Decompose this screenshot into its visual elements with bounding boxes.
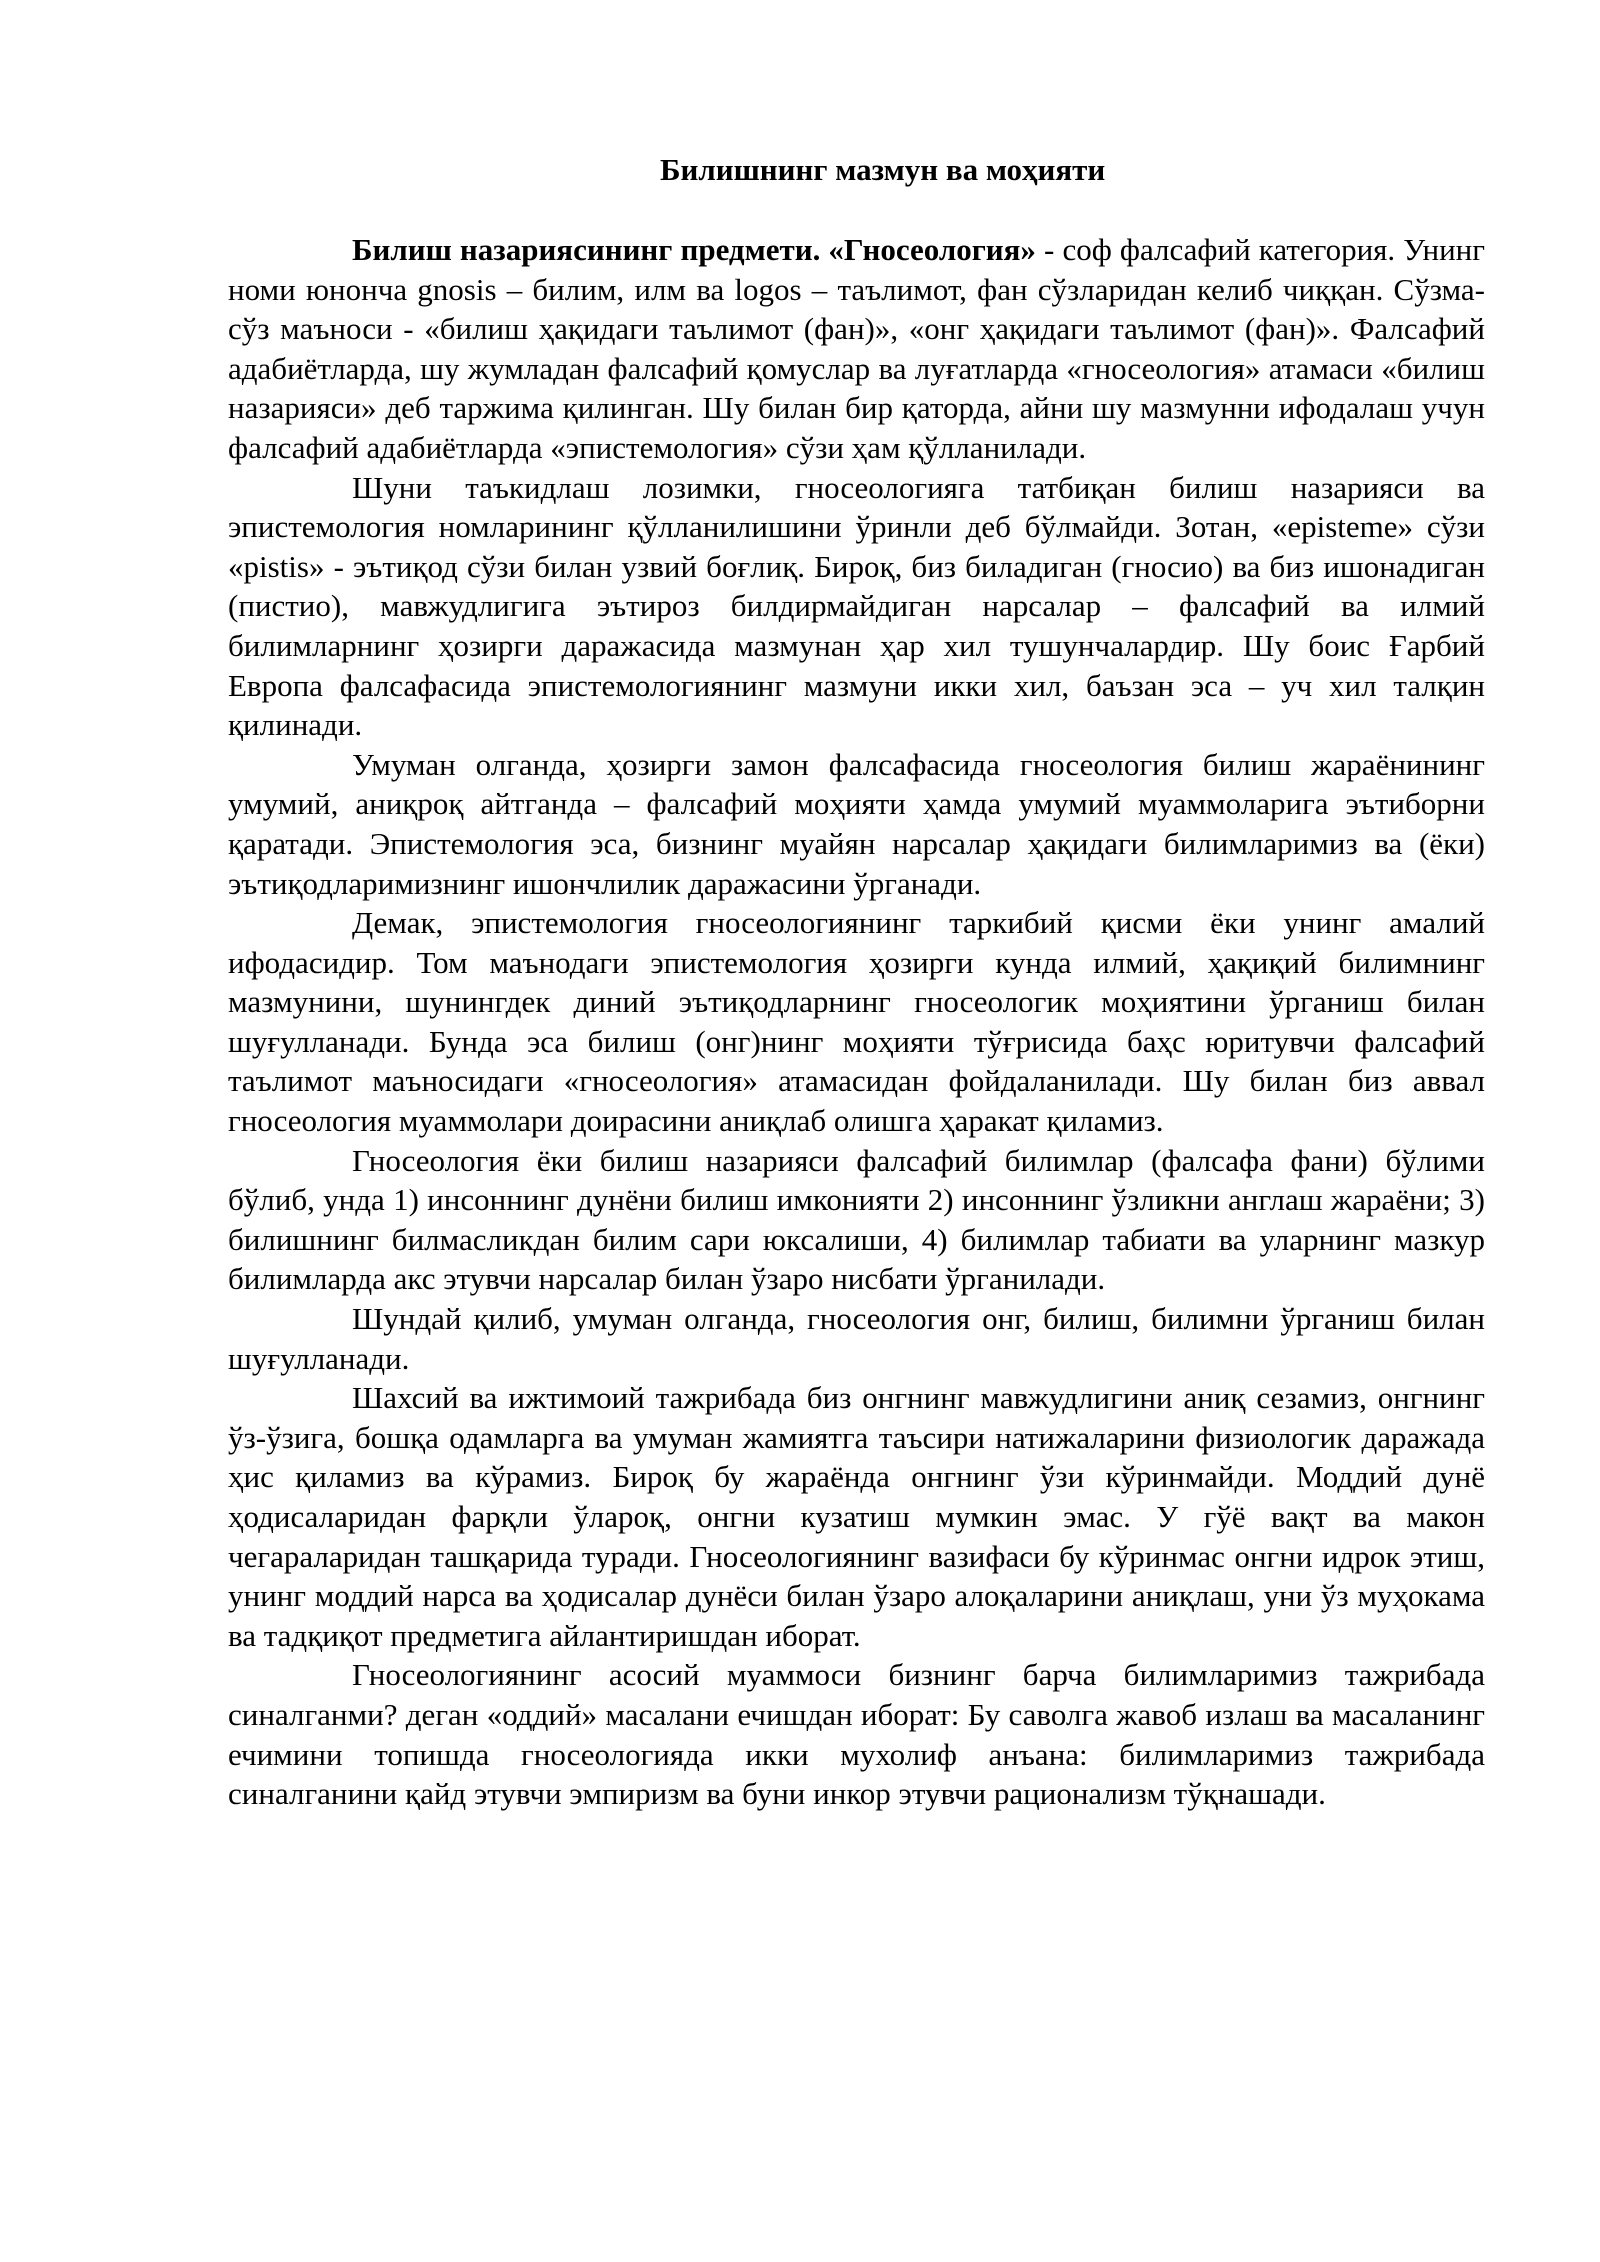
paragraph-2: Шуни таъкидлаш лозимки, гносеологияга татбиқан билиш назарияси ва эпистемология номларининг қўлланилишини ўринли деб бўлмайди. Зотан, «episteme» сўзи «pistis» - эътиқод сўзи билан узвий боғлиқ. Бироқ, биз биладиган (гносио) ва биз ишонадиган (пистио), мавжудлигига эътироз билдирмайдиган нарсалар – фалсафий ва илмий билимларнинг ҳозирги даражасида мазмунан ҳар хил тушунчалардир. Шу боис Ғарбий Европа фалсафасида эпистемологиянинг мазмуни икки хил, баъзан эса – уч хил талқин қилинади. [228, 469, 1485, 743]
document-title: Билишнинг мазмун ва моҳияти [660, 152, 1106, 187]
paragraph-6: Шундай қилиб, умуман олганда, гносеология онг, билиш, билимни ўрганиш билан шуғулланади. [228, 1301, 1485, 1376]
paragraph-8: Гносеологиянинг асосий муаммоси бизнинг барча билимларимиз тажрибада синалганми? деган «оддий» масалани ечишдан иборат: Бу саволга жавоб излаш ва масаланинг ечимини топишда гносеологияда икки мухолиф анъана: билимларимиз тажрибада синалганини қайд этувчи эмпиризм ва буни инкор этувчи рационализм тўқнашади. [228, 1657, 1485, 1812]
intro-bold-lead: Билиш назариясининг предмети. «Гносеология» [352, 232, 1036, 267]
paragraph-4: Демак, эпистемология гносеологиянинг таркибий қисми ёки унинг амалий ифодасидир. Том маънодаги эпистемология ҳозирги кунда илмий, ҳақиқий билимнинг мазмунини, шунингдек диний эътиқодларнинг гносеологик моҳиятини ўрганиш билан шуғулланади. Бунда эса билиш (онг)нинг моҳияти тўғрисида баҳс юритувчи фалсафий таълимот маъносидаги «гносеология» атамасидан фойдаланилади. Шу билан биз аввал гносеология муаммолари доирасини аниқлаб олишга ҳаракат қиламиз. [228, 905, 1485, 1139]
intro-text: - соф фалсафий категория. Унинг номи юнонча gnosis – билим, илм ва logos – таълимот, фан сўзларидан келиб чиққан. Сўзма-сўз маъноси - «билиш ҳақидаги таълимот (фан)», «онг ҳақидаги таълимот (фан)». Фалсафий адабиётларда, шу жумладан фалсафий қомуслар ва луғатларда «гносеология» атамаси «билиш назарияси» деб таржима қилинган. Шу билан бир қаторда, айни шу мазмунни ифодалаш учун фалсафий адабиётларда «эпистемология» сўзи ҳам қўлланилади. [228, 232, 1485, 465]
paragraph-3: Умуман олганда, ҳозирги замон фалсафасида гносеология билиш жараёнининг умумий, аниқроқ айтганда – фалсафий моҳияти ҳамда умумий муаммоларига эътиборни қаратади. Эпистемология эса, бизнинг муайян нарсалар ҳақидаги билимларимиз ва (ёки) эътиқодларимизнинг ишончлилик даражасини ўрганади. [228, 746, 1485, 901]
paragraph-7: Шахсий ва ижтимоий тажрибада биз онгнинг мавжудлигини аниқ сезамиз, онгнинг ўз-ўзига, бошқа одамларга ва умуман жамиятга таъсири натижаларини физиологик даражада ҳис қиламиз ва кўрамиз. Бироқ бу жараёнда онгнинг ўзи кўринмайди. Моддий дунё ҳодисаларидан фарқли ўлароқ, онгни кузатиш мумкин эмас. У гўё вақт ва макон чегараларидан ташқарида туради. Гносеологиянинг вазифаси бу кўринмас онгни идрок этиш, унинг моддий нарса ва ҳодисалар дунёси билан ўзаро алоқаларини аниқлаш, уни ўз муҳокама ва тадқиқот предметига айлантиришдан иборат. [228, 1380, 1485, 1653]
paragraph-5: Гносеология ёки билиш назарияси фалсафий билимлар (фалсафа фани) бўлими бўлиб, унда 1) инсоннинг дунёни билиш имконияти 2) инсоннинг ўзликни англаш жараёни; 3) билишнинг билмасликдан билим сари юксалиши, 4) билимлар табиати ва уларнинг мазкур билимларда акс этувчи нарсалар билан ўзаро нисбати ўрганилади. [228, 1142, 1485, 1297]
paragraph-intro [228, 230, 1485, 468]
document-body [228, 150, 1485, 1814]
